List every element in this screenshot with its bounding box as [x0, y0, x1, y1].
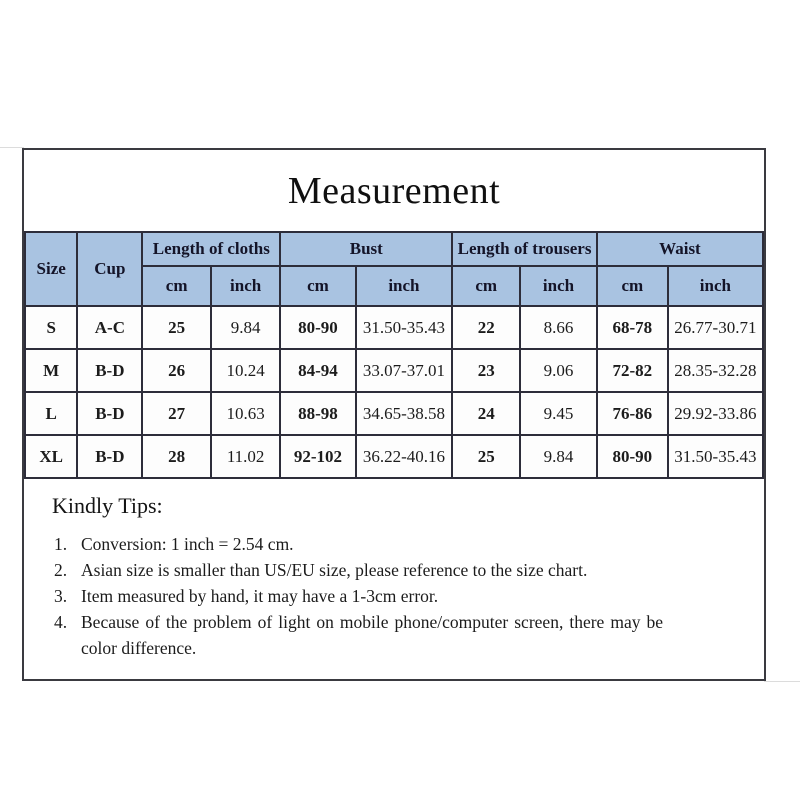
column-header-size: Size: [25, 232, 77, 306]
unit-header-trousers-inch: inch: [520, 266, 597, 306]
cell-cloths-cm: 27: [142, 392, 211, 435]
cell-cup: B-D: [77, 392, 142, 435]
cell-waist-inch: 26.77-30.71: [668, 306, 763, 349]
cell-trousers-cm: 24: [452, 392, 520, 435]
cell-waist-cm: 68-78: [597, 306, 668, 349]
tip-number: 2.: [54, 560, 68, 580]
tip-text: Because of the problem of light on mobile phone/computer screen, there may be color difference.: [81, 612, 663, 658]
table-row-s: [25, 306, 763, 349]
cell-size: S: [25, 306, 77, 349]
cell-bust-inch: 31.50-35.43: [356, 306, 453, 349]
tip-text: Conversion: 1 inch = 2.54 cm.: [81, 534, 294, 554]
kindly-tips-section: [24, 479, 764, 661]
unit-header-bust-inch: inch: [356, 266, 453, 306]
column-header-waist: Waist: [597, 232, 763, 266]
tip-number: 3.: [54, 586, 68, 606]
cell-size: M: [25, 349, 77, 392]
cell-size: XL: [25, 435, 77, 478]
page-title: Measurement: [287, 169, 501, 212]
table-row-l: [25, 392, 763, 435]
cell-trousers-inch: 9.45: [520, 392, 597, 435]
cell-cloths-cm: 26: [142, 349, 211, 392]
column-header-length-of-cloths: Length of cloths: [142, 232, 280, 266]
cell-waist-inch: 28.35-32.28: [668, 349, 763, 392]
cell-trousers-inch: 9.06: [520, 349, 597, 392]
cell-bust-inch: 33.07-37.01: [356, 349, 453, 392]
cell-waist-cm: 72-82: [597, 349, 668, 392]
tips-list: [52, 531, 744, 661]
cell-size: L: [25, 392, 77, 435]
cell-cloths-cm: 28: [142, 435, 211, 478]
column-header-length-of-trousers: Length of trousers: [452, 232, 597, 266]
unit-header-waist-inch: inch: [668, 266, 763, 306]
unit-header-cloths-cm: cm: [142, 266, 211, 306]
cell-bust-inch: 34.65-38.58: [356, 392, 453, 435]
cell-trousers-inch: 8.66: [520, 306, 597, 349]
cell-waist-inch: 29.92-33.86: [668, 392, 763, 435]
unit-header-bust-cm: cm: [280, 266, 355, 306]
cell-cloths-inch: 10.63: [211, 392, 280, 435]
cell-cup: B-D: [77, 435, 142, 478]
cell-trousers-cm: 25: [452, 435, 520, 478]
chart-frame: [22, 148, 766, 681]
tip-text: Asian size is smaller than US/EU size, please reference to the size chart.: [81, 560, 588, 580]
table-row-xl: [25, 435, 763, 478]
divider-line-top: [0, 147, 24, 148]
tip-item: [54, 583, 744, 609]
column-header-bust: Bust: [280, 232, 452, 266]
header-group-row: [25, 232, 763, 266]
tip-number: 1.: [54, 534, 68, 554]
tip-item: [54, 557, 744, 583]
cell-cloths-inch: 10.24: [211, 349, 280, 392]
cell-bust-cm: 92-102: [280, 435, 355, 478]
tips-heading: Kindly Tips:: [52, 493, 163, 518]
cell-trousers-cm: 23: [452, 349, 520, 392]
table-row-m: [25, 349, 763, 392]
cell-cup: A-C: [77, 306, 142, 349]
cell-waist-inch: 31.50-35.43: [668, 435, 763, 478]
unit-header-cloths-inch: inch: [211, 266, 280, 306]
cell-bust-inch: 36.22-40.16: [356, 435, 453, 478]
title-area: [24, 150, 764, 231]
tip-text: Item measured by hand, it may have a 1-3cm error.: [81, 586, 439, 606]
cell-trousers-cm: 22: [452, 306, 520, 349]
tip-item: [54, 531, 744, 557]
cell-bust-cm: 88-98: [280, 392, 355, 435]
cell-waist-cm: 76-86: [597, 392, 668, 435]
cell-bust-cm: 84-94: [280, 349, 355, 392]
unit-header-waist-cm: cm: [597, 266, 668, 306]
tip-number: 4.: [54, 612, 68, 632]
divider-line-bottom: [764, 681, 800, 682]
unit-header-trousers-cm: cm: [452, 266, 520, 306]
cell-trousers-inch: 9.84: [520, 435, 597, 478]
cell-bust-cm: 80-90: [280, 306, 355, 349]
column-header-cup: Cup: [77, 232, 142, 306]
cell-cloths-cm: 25: [142, 306, 211, 349]
cell-cloths-inch: 9.84: [211, 306, 280, 349]
cell-cup: B-D: [77, 349, 142, 392]
size-table: [24, 231, 764, 479]
cell-waist-cm: 80-90: [597, 435, 668, 478]
cell-cloths-inch: 11.02: [211, 435, 280, 478]
tip-item: [54, 609, 744, 661]
